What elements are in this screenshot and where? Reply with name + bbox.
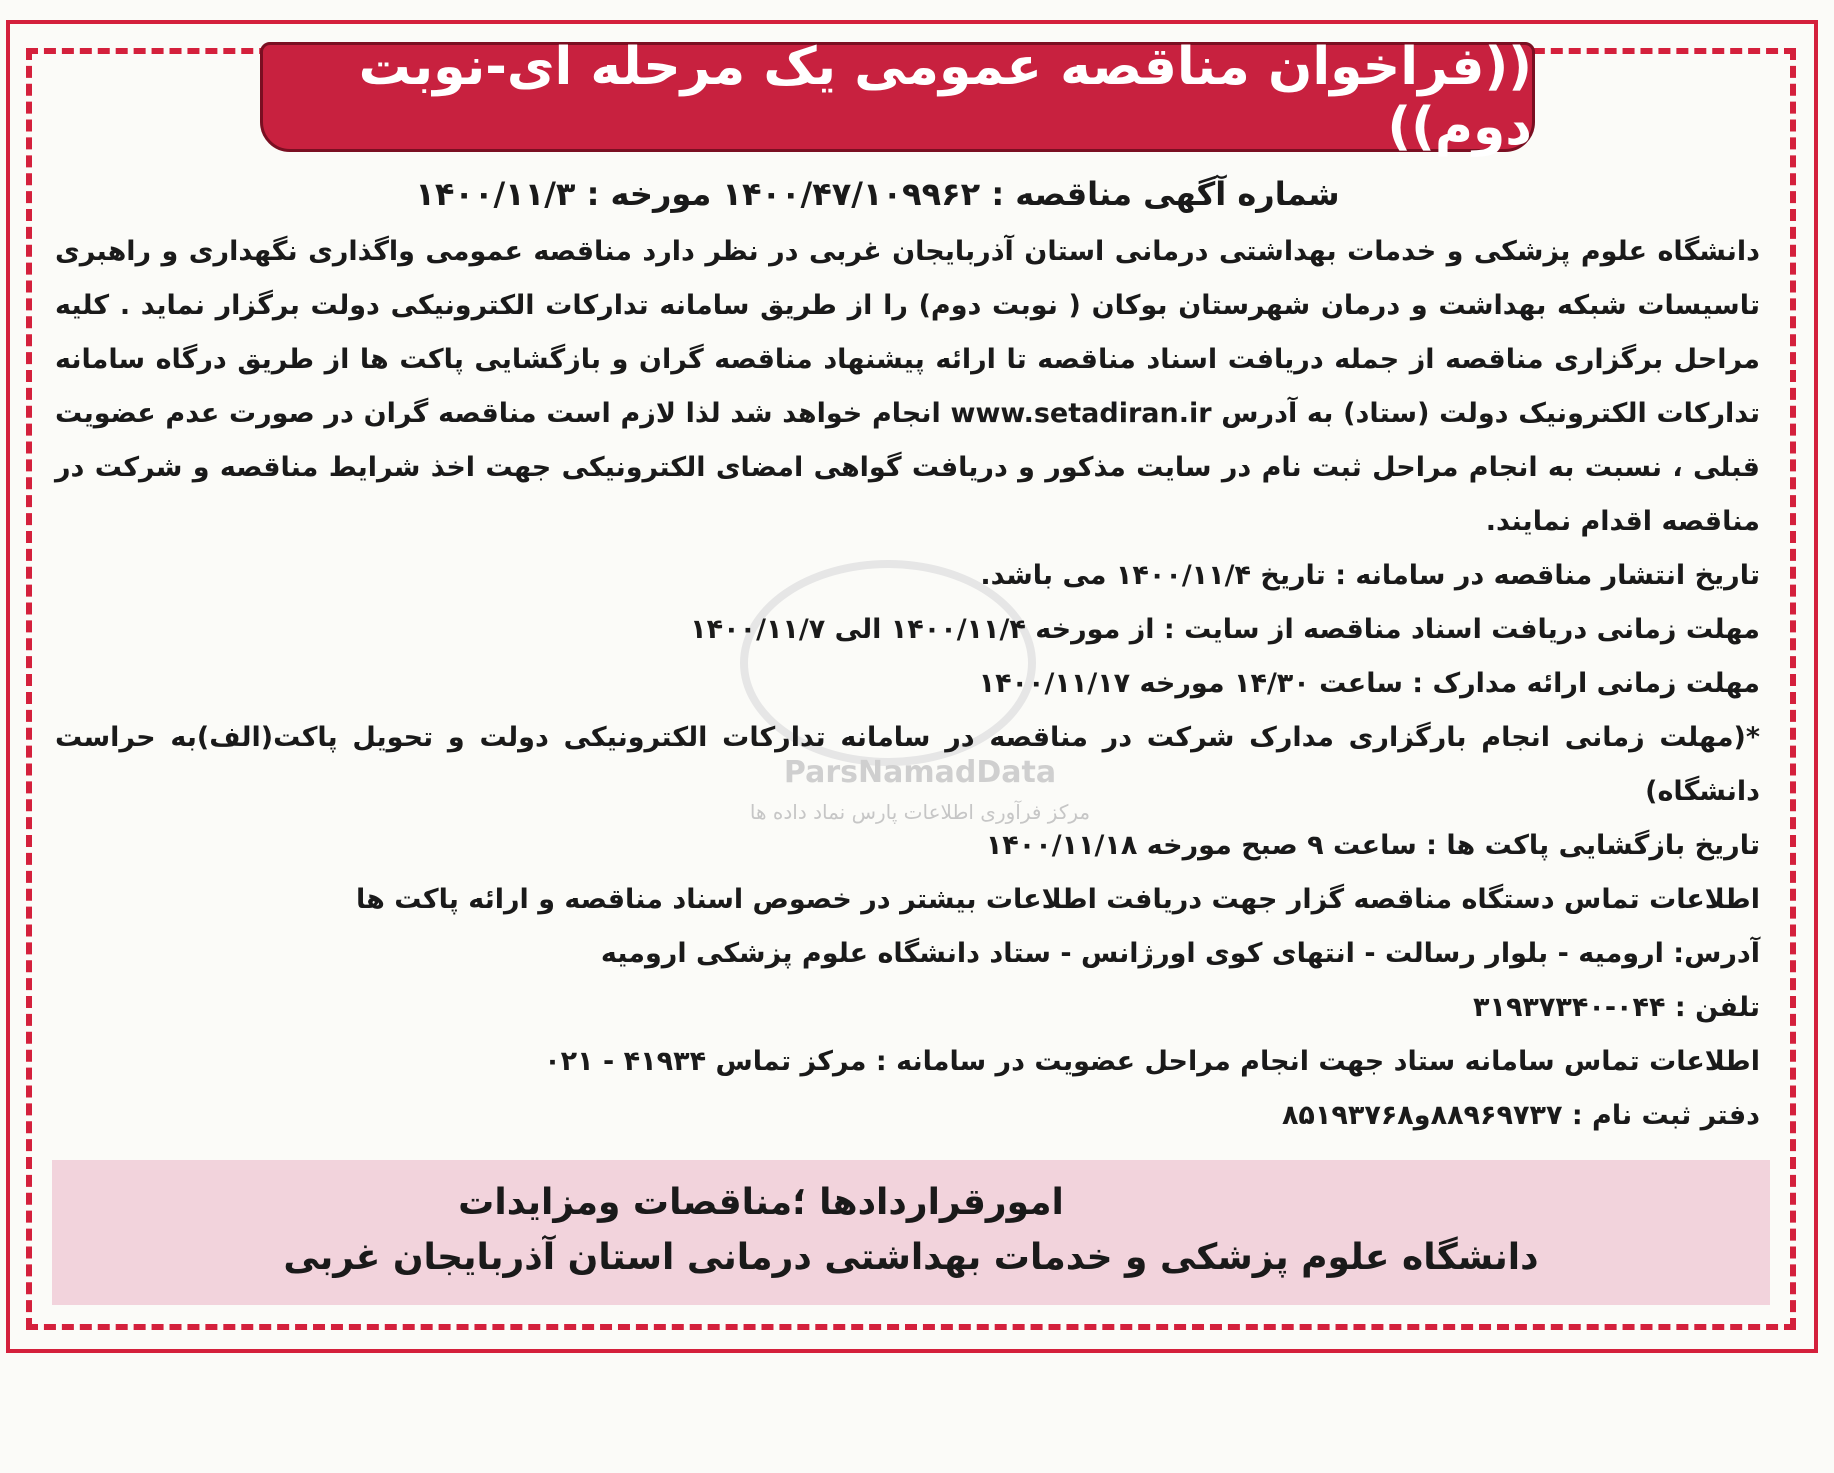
upload-note: *(مهلت زمانی انجام بارگزاری مدارک شرکت در مناقصه در سامانه تدارکات الکترونیکی دولت و تحویل پاکت(الف)به حراست دانشگاه) — [55, 722, 1760, 807]
contact-intro: اطلاعات تماس دستگاه مناقصه گزار جهت دریافت اطلاعات بیشتر در خصوص اسناد مناقصه و ارائه پاکت ها — [356, 884, 1760, 915]
title-banner — [260, 37, 1535, 157]
footer-band — [52, 1160, 1770, 1305]
notice-number: شماره آگهی مناقصه : ۱۴۰۰/۴۷/۱۰۹۹۶۲ مورخه : ۱۴۰۰/۱۱/۳ — [415, 175, 1340, 213]
footer-university: دانشگاه علوم پزشکی و خدمات بهداشتی درمانی استان آذربایجان غربی — [283, 1237, 1539, 1278]
publish-date: تاریخ انتشار مناقصه در سامانه : تاریخ ۱۴۰۰/۱۱/۴ می باشد. — [980, 560, 1760, 591]
opening-date: تاریخ بازگشایی پاکت ها : ساعت ۹ صبح مورخه ۱۴۰۰/۱۱/۱۸ — [985, 830, 1760, 861]
registration-office: دفتر ثبت نام : ۸۸۹۶۹۷۳۷و۸۵۱۹۳۷۶۸ — [1281, 1100, 1760, 1131]
watermark-subtitle: مرکز فرآوری اطلاعات پارس نماد داده ها — [749, 800, 1091, 824]
footer-department: امورقراردادها ؛مناقصات ومزایدات — [458, 1182, 1064, 1223]
setad-contact: اطلاعات تماس سامانه ستاد جهت انجام مراحل عضویت در سامانه : مرکز تماس ۴۱۹۳۴ - ۰۲۱ — [544, 1046, 1760, 1077]
notice-title: ((فراخوان مناقصه عمومی یک مرحله ای-نوبت دوم)) — [358, 37, 1532, 157]
docs-deadline: مهلت زمانی دریافت اسناد مناقصه از سایت : از مورخه ۱۴۰۰/۱۱/۴ الی ۱۴۰۰/۱۱/۷ — [690, 614, 1760, 645]
phone: تلفن : ۰۴۴-۳۱۹۳۷۳۴۰ — [1472, 992, 1760, 1023]
submission-deadline: مهلت زمانی ارائه مدارک : ساعت ۱۴/۳۰ مورخه ۱۴۰۰/۱۱/۱۷ — [978, 668, 1760, 699]
notice-body: دانشگاه علوم پزشکی و خدمات بهداشتی درمانی استان آذربایجان غربی در نظر دارد مناقصه عمومی واگذاری نگهداری و راهبری تاسیسات شبکه بهداشت و درمان شهرستان بوکان ( نوبت دوم) را از طریق سامانه تدارکات الکترونیکی دولت برگزار نماید . کلیه مراحل برگزاری مناقصه از جمله دریافت اسناد مناقصه تا ارائه پیشنهاد مناقصه گران و بازگشایی پاکت ها از طریق درگاه سامانه تدارکات الکترونیک دولت (ستاد) به آدرس www.setadiran.ir انجام خواهد شد لذا لازم است مناقصه گران در صورت عدم عضویت قبلی ، نسبت به انجام مراحل ثبت نام در سایت مذکور و دریافت گواهی امضای الکترونیکی جهت اخذ شرایط مناقصه و شرکت در مناقصه اقدام نمایند. — [55, 236, 1761, 537]
watermark-name: ParsNamadData — [783, 755, 1057, 790]
notice-content — [55, 175, 1760, 1143]
address: آدرس: ارومیه - بلوار رسالت - انتهای کوی اورژانس - ستاد دانشگاه علوم پزشکی ارومیه — [600, 938, 1760, 969]
